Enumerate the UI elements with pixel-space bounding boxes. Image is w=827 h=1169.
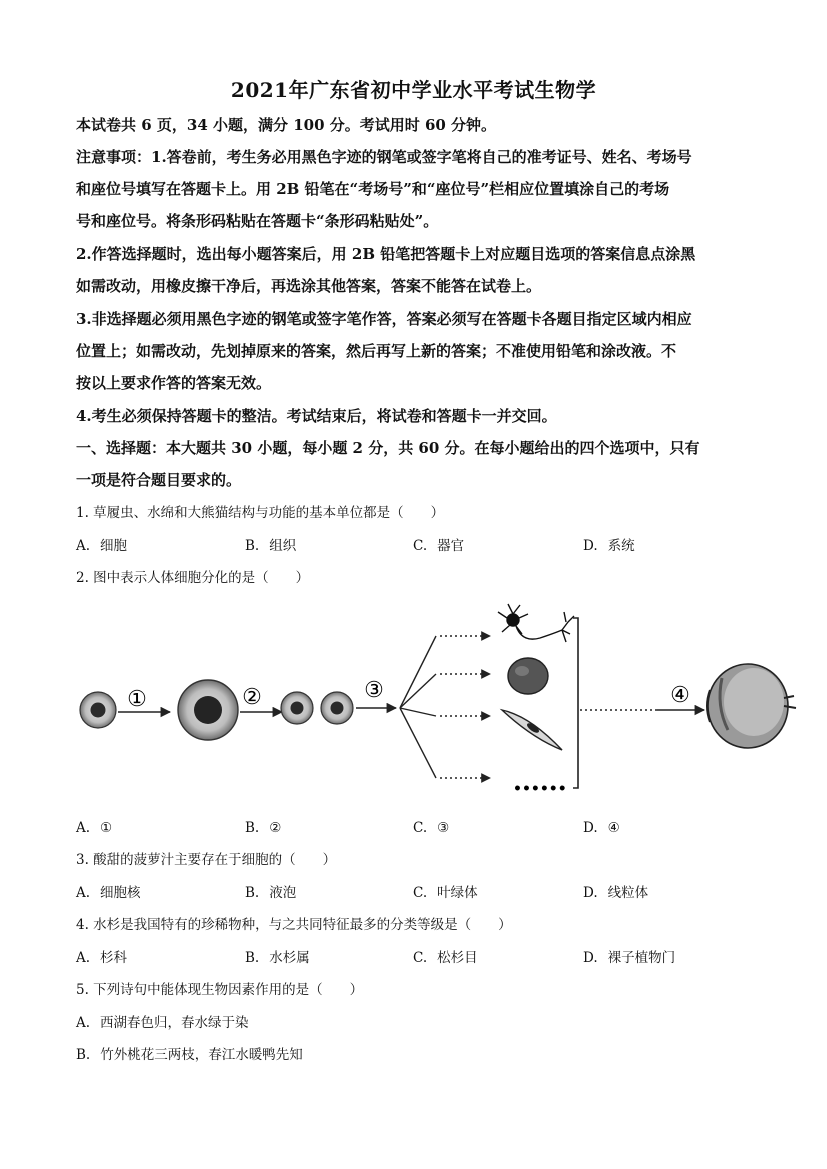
stem-cell-icon xyxy=(80,692,116,728)
intro-line: 2.作答选择题时，选出每小题答案后，用 2B 铅笔把答题卡上对应题目选项的答案信息点涂黑 xyxy=(76,245,696,263)
option-text: 杉科 xyxy=(100,950,128,966)
intro-line: 如需改动，用橡皮擦干净后，再选涂其他答案，答案不能答在试卷上。 xyxy=(76,277,542,295)
option-label: B. xyxy=(245,538,260,554)
dotted-arrows xyxy=(440,636,490,778)
section-heading: 一项是符合题目要求的。 xyxy=(76,471,242,489)
option-c[interactable] xyxy=(413,948,478,968)
option-label: A. xyxy=(76,1015,91,1031)
option-label: D. xyxy=(583,538,598,554)
marker-4: ④ xyxy=(670,683,690,708)
page-title: 2021年广东省初中学业水平考试生物学 xyxy=(230,78,597,102)
option-b[interactable] xyxy=(245,536,296,556)
option-label: A. xyxy=(76,885,91,901)
intro-line: 按以上要求作答的答案无效。 xyxy=(76,374,272,392)
option-c[interactable] xyxy=(413,536,464,556)
option-text: 松杉目 xyxy=(437,950,478,966)
bracket xyxy=(573,618,578,788)
spindle-cell-icon xyxy=(502,710,562,750)
option-text: 裸子植物门 xyxy=(607,950,676,966)
option-label: A. xyxy=(76,950,91,966)
option-label: B. xyxy=(245,885,260,901)
option-label: A. xyxy=(76,538,91,554)
option-text: 器官 xyxy=(437,538,465,554)
intro-line: 位置上；如需改动，先划掉原来的答案，然后再写上新的答案；不准使用铅笔和涂改液。不 xyxy=(76,342,677,360)
intro-line: 和座位号填写在答题卡上。用 2B 铅笔在“考场号”和“座位号”栏相应位置填涂自己的考场 xyxy=(76,180,670,198)
intro-line: 号和座位号。将条形码粘贴在答题卡“条形码粘贴处”。 xyxy=(76,212,439,230)
eye-icon xyxy=(707,664,796,748)
question-stem: 3. 酸甜的菠萝汁主要存在于细胞的（ ） xyxy=(76,852,337,868)
marker-1: ① xyxy=(127,687,147,712)
question-stem: 5. 下列诗句中能体现生物因素作用的是（ ） xyxy=(76,982,364,998)
option-text: ④ xyxy=(607,820,620,836)
option-d[interactable] xyxy=(583,818,620,838)
large-cell-icon xyxy=(178,680,238,740)
option-text: 细胞 xyxy=(100,538,128,554)
section-heading: 一、选择题：本大题共 30 小题，每小题 2 分，共 60 分。在每小题给出的四个选项中，只有 xyxy=(76,439,700,457)
option-label: C. xyxy=(413,820,428,836)
option-label: B. xyxy=(245,820,260,836)
divided-cells-icon xyxy=(281,692,353,724)
option-a[interactable] xyxy=(76,948,127,968)
intro-line: 本试卷共 6 页，34 小题，满分 100 分。考试用时 60 分钟。 xyxy=(76,116,497,134)
option-d[interactable] xyxy=(583,948,675,968)
option-label: D. xyxy=(583,885,598,901)
intro-line: 4.考生必须保持答题卡的整洁。考试结束后，将试卷和答题卡一并交回。 xyxy=(76,407,557,425)
option-text: 组织 xyxy=(269,538,297,554)
option-text: ② xyxy=(269,820,282,836)
intro-line: 注意事项：1.答卷前，考生务必用黑色字迹的钢笔或签字笔将自己的准考证号、姓名、考场号 xyxy=(76,148,692,166)
marker-2: ② xyxy=(242,685,262,710)
option-text: ③ xyxy=(437,820,450,836)
option-text: ① xyxy=(100,820,113,836)
option-label: C. xyxy=(413,950,428,966)
option-d[interactable] xyxy=(583,536,635,556)
marker-3: ③ xyxy=(364,678,384,703)
option-a[interactable] xyxy=(76,1013,249,1033)
option-text: 竹外桃花三两枝，春江水暖鸭先知 xyxy=(100,1047,303,1063)
option-text: 水杉属 xyxy=(269,950,310,966)
round-cell-icon xyxy=(508,658,548,694)
branch-lines xyxy=(400,636,436,778)
option-a[interactable] xyxy=(76,818,112,838)
option-text: 系统 xyxy=(607,538,635,554)
question-stem: 1. 草履虫、水绵和大熊猫结构与功能的基本单位都是（ ） xyxy=(76,505,445,521)
option-text: 细胞核 xyxy=(100,885,141,901)
option-a[interactable] xyxy=(76,883,141,903)
option-c[interactable] xyxy=(413,818,449,838)
option-label: A. xyxy=(76,820,91,836)
question-stem: 4. 水杉是我国特有的珍稀物种，与之共同特征最多的分类等级是（ ） xyxy=(76,917,512,933)
neuron-icon xyxy=(498,604,574,642)
option-d[interactable] xyxy=(583,883,648,903)
option-label: C. xyxy=(413,885,428,901)
option-label: C. xyxy=(413,538,428,554)
question-stem: 2. 图中表示人体细胞分化的是（ ） xyxy=(76,570,310,586)
option-text: 叶绿体 xyxy=(437,885,478,901)
intro-line: 3.非选择题必须用黑色字迹的钢笔或签字笔作答，答案必须写在答题卡各题目指定区域内相应 xyxy=(76,310,692,328)
option-label: B. xyxy=(245,950,260,966)
option-b[interactable] xyxy=(245,818,281,838)
option-label: D. xyxy=(583,950,598,966)
option-a[interactable] xyxy=(76,536,127,556)
option-label: D. xyxy=(583,820,598,836)
option-b[interactable] xyxy=(76,1045,303,1065)
option-c[interactable] xyxy=(413,883,478,903)
option-text: 西湖春色归，春水绿于染 xyxy=(100,1015,249,1031)
option-label: B. xyxy=(76,1047,91,1063)
cell-differentiation-figure xyxy=(70,598,800,803)
option-text: 液泡 xyxy=(269,885,297,901)
option-text: 线粒体 xyxy=(607,885,649,901)
option-b[interactable] xyxy=(245,883,296,903)
option-b[interactable] xyxy=(245,948,310,968)
ellipsis-dots: •••••• xyxy=(513,781,567,797)
